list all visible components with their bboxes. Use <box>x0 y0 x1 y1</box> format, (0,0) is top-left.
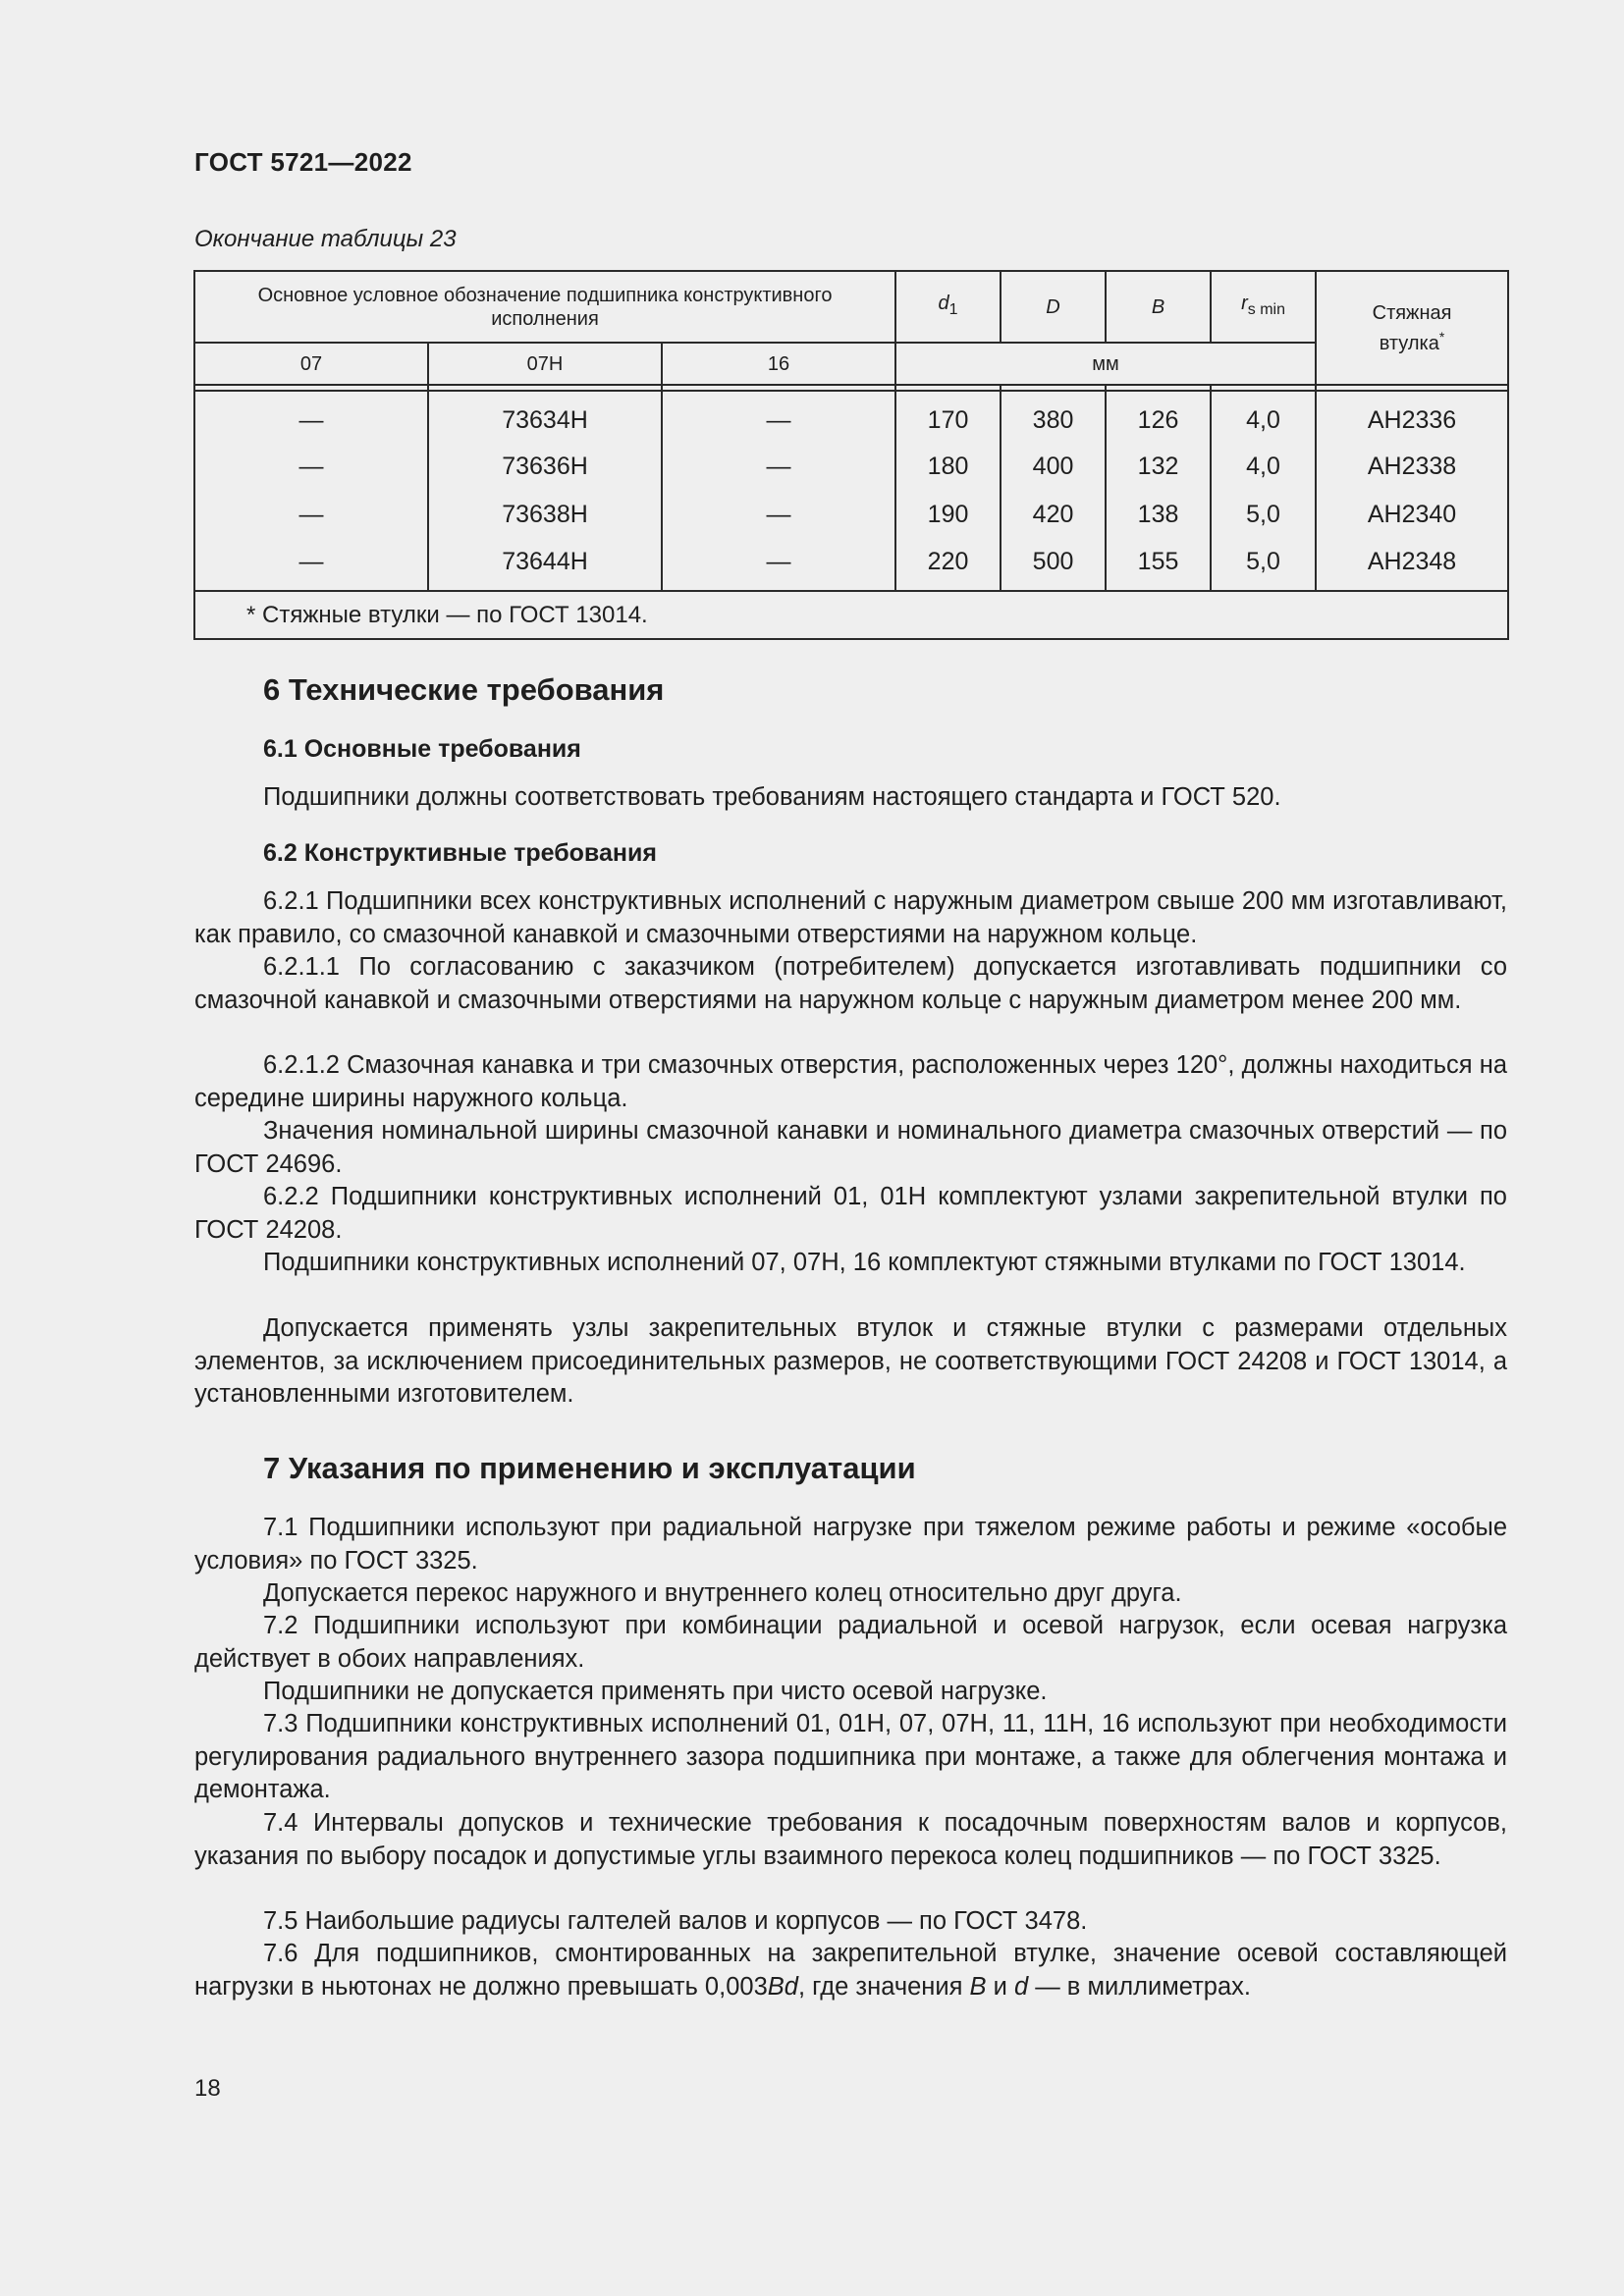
paragraph-6-2-2: 6.2.2 Подшипники конструктивных исполнений 01, 01Н комплектуют узлами закрепительной втулки по ГОСТ 24208. <box>194 1183 1507 1244</box>
paragraph-6-2-2-b: Подшипники конструктивных исполнений 07, 07Н, 16 комплектуют стяжными втулками по ГОСТ 13014. <box>263 1249 1466 1276</box>
paragraph-6-2-1-2-b: Значения номинальной ширины смазочной канавки и номинального диаметра смазочных отверстий — по ГОСТ 24696. <box>194 1117 1507 1178</box>
document-code: ГОСТ 5721—2022 <box>194 147 412 177</box>
bearing-table <box>193 270 1509 640</box>
page-number: 18 <box>194 2075 221 2102</box>
table-row: — 73638Н — 190 420 138 5,0 АН2340 <box>194 491 1508 539</box>
paragraph-7-6: 7.6 Для подшипников, смонтированных на закрепительной втулке, значение осевой составляющей нагрузки в ньютонах не должно превышать 0,003Bd, где значения B и d — в миллиметрах. <box>194 1940 1507 2001</box>
header-r: $r_{s min}$ <box>1211 271 1316 343</box>
paragraph-6-2-1-2: 6.2.1.2 Смазочная канавка и три смазочных отверстия, расположенных через 120°, должны находиться на середине ширины наружного кольца. <box>194 1051 1507 1112</box>
header-sleeve: Стяжная втулка* <box>1316 271 1508 385</box>
paragraph-7-1-b: Допускается перекос наружного и внутреннего колец относительно друг друга. <box>263 1579 1182 1607</box>
paragraph-6-2-1-1: 6.2.1.1 По согласованию с заказчиком (потребителем) допускается изготавливать подшипники со смазочной канавкой и смазочными отверстиями на наружном кольце с наружным диаметром менее 200 мм. <box>194 953 1507 1014</box>
table-row: — 73634Н — 170 380 126 4,0 АН2336 <box>194 391 1508 443</box>
paragraph-7-3: 7.3 Подшипники конструктивных исполнений 01, 01Н, 07, 07Н, 11, 11Н, 16 используют при необходимости регулирования радиального внутреннего зазора подшипника при монтаже, а также для облегчения монтажа и демонтажа. <box>194 1710 1507 1803</box>
paragraph-6-2-1: 6.2.1 Подшипники всех конструктивных исполнений с наружным диаметром свыше 200 мм изготавливают, как правило, со смазочной канавкой и смазочными отверстиями на наружном кольце. <box>194 887 1507 948</box>
section-6-1-text: Подшипники должны соответствовать требованиям настоящего стандарта и ГОСТ 520. <box>263 783 1281 811</box>
header-07: 07 <box>194 343 428 385</box>
header-16: 16 <box>662 343 895 385</box>
paragraph-6-2-2-c: Допускается применять узлы закрепительных втулок и стяжные втулки с размерами отдельных элементов, за исключением присоединительных размеров, не соответствующими ГОСТ 24208 и ГОСТ 13014, а установленными изготовителем. <box>194 1314 1507 1408</box>
table-row: — 73636Н — 180 400 132 4,0 АН2338 <box>194 443 1508 491</box>
section-6-title: 6 Технические требования <box>263 672 665 707</box>
paragraph-7-2-b: Подшипники не допускается применять при чисто осевой нагрузке. <box>263 1678 1048 1705</box>
section-6-2-title: 6.2 Конструктивные требования <box>263 839 657 867</box>
section-7-title: 7 Указания по применению и эксплуатации <box>263 1451 916 1485</box>
table-footnote: * Стяжные втулки — по ГОСТ 13014. <box>194 591 1508 639</box>
header-d1: $d_1$ <box>895 271 1001 343</box>
header-D: D <box>1001 271 1106 343</box>
section-6-1-title: 6.1 Основные требования <box>263 735 581 763</box>
header-unit: мм <box>895 343 1316 385</box>
header-07n: 07Н <box>428 343 662 385</box>
group-header: Основное условное обозначение подшипника конструктивного исполнения <box>194 271 895 343</box>
header-B: B <box>1106 271 1211 343</box>
paragraph-7-2: 7.2 Подшипники используют при комбинации радиальной и осевой нагрузок, если осевая нагрузка действует в обоих направлениях. <box>194 1612 1507 1673</box>
paragraph-7-1: 7.1 Подшипники используют при радиальной нагрузке при тяжелом режиме работы и режиме «особые условия» по ГОСТ 3325. <box>194 1514 1507 1575</box>
paragraph-7-5: 7.5 Наибольшие радиусы галтелей валов и корпусов — по ГОСТ 3478. <box>263 1907 1088 1935</box>
table-caption: Окончание таблицы 23 <box>194 226 457 252</box>
paragraph-7-4: 7.4 Интервалы допусков и технические требования к посадочным поверхностям валов и корпусов, указания по выбору посадок и допустимые углы взаимного перекоса колец подшипников — по ГОСТ 3325. <box>194 1809 1507 1870</box>
table-row: — 73644Н — 220 500 155 5,0 АН2348 <box>194 539 1508 591</box>
